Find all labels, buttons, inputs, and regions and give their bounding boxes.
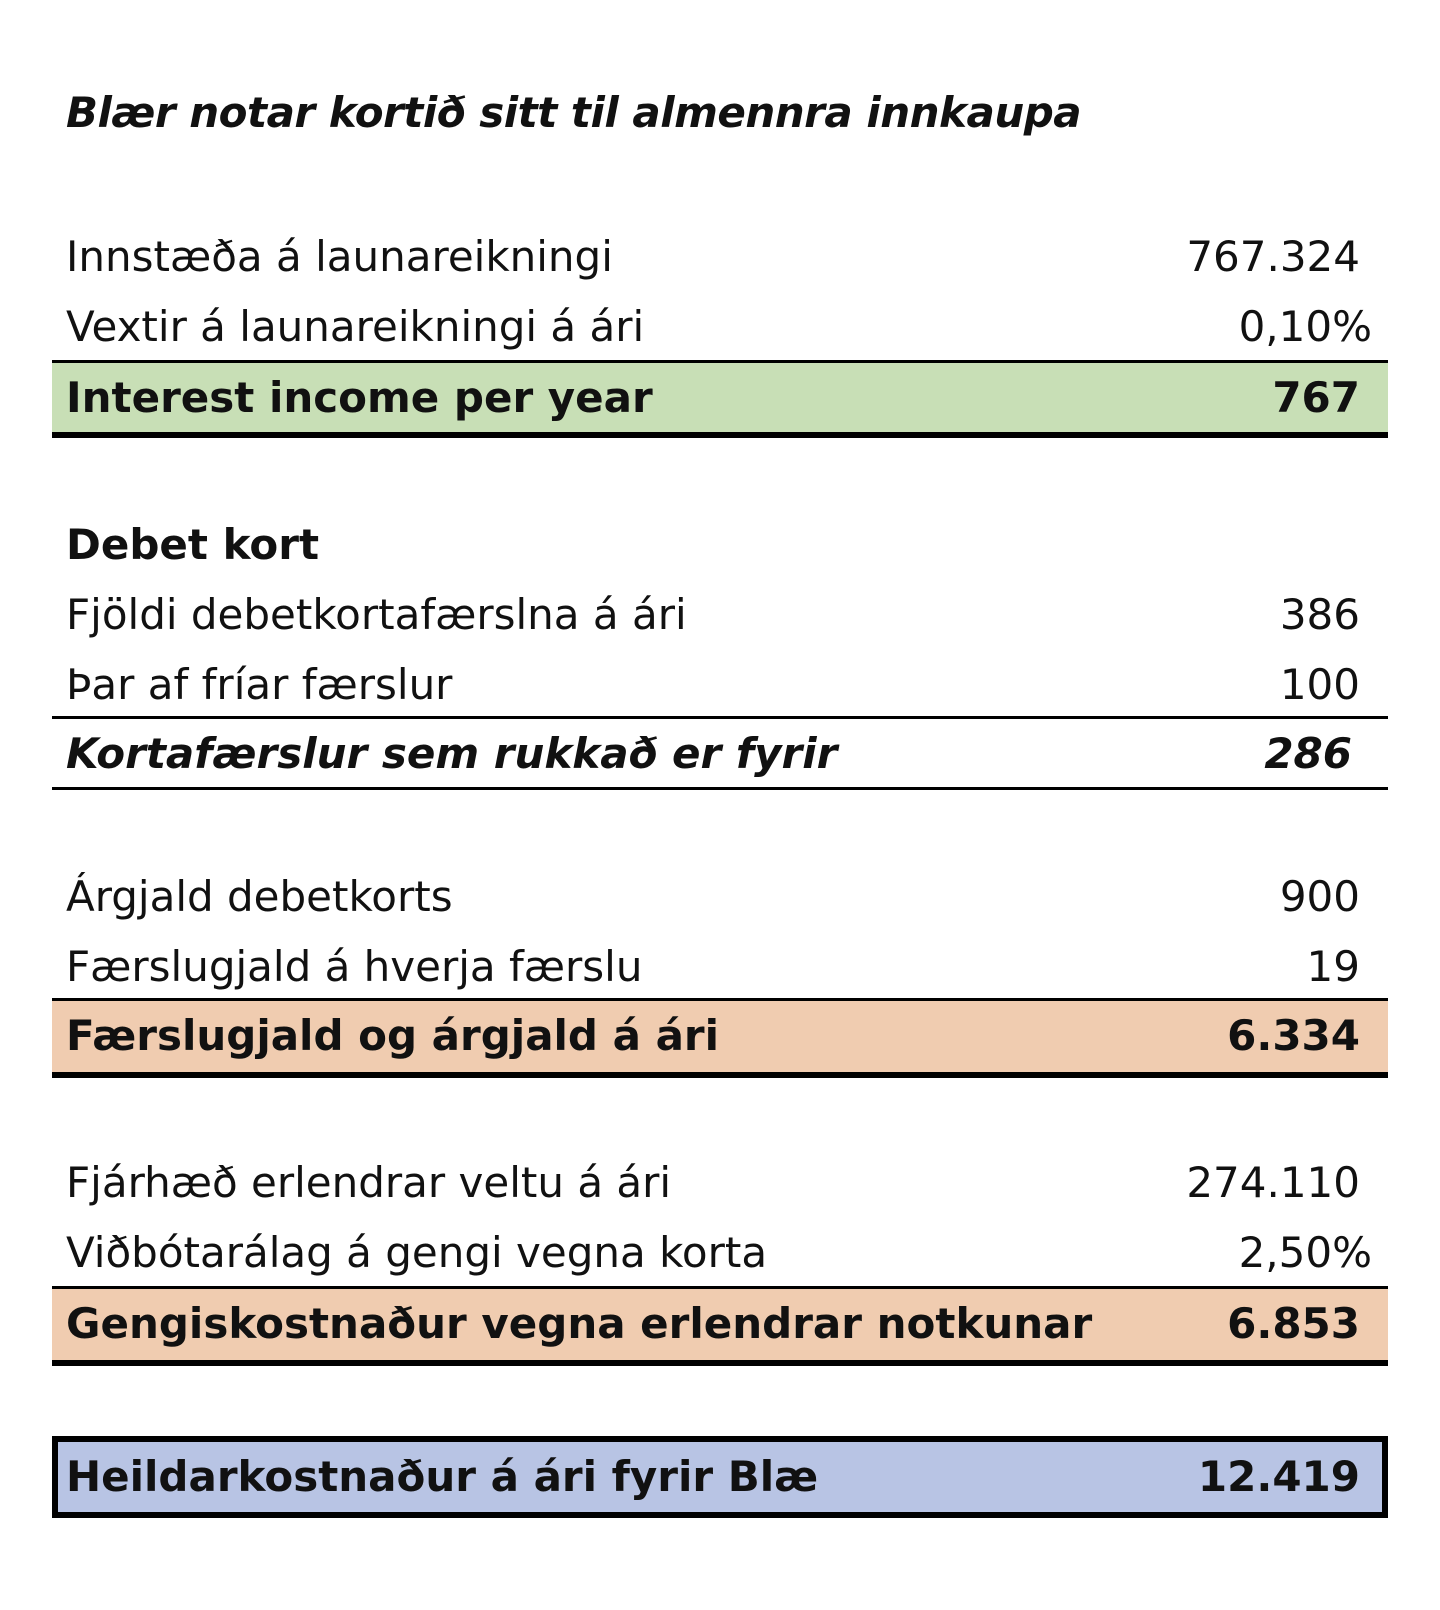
total-fee-value: 6.334	[1227, 1011, 1360, 1060]
row-balance	[52, 222, 1388, 292]
annual-fee-value: 900	[1279, 872, 1360, 921]
row-total-cost	[52, 1436, 1388, 1518]
interest-income-value: 767	[1272, 373, 1360, 422]
annual-fee-label: Árgjald debetkorts	[66, 872, 453, 921]
free-tx-value: 100	[1279, 660, 1360, 709]
free-tx-label: Þar af fríar færslur	[66, 660, 453, 709]
tx-count-label: Fjöldi debetkortafærslna á ári	[66, 590, 687, 639]
row-tx-fee	[52, 932, 1388, 1002]
total-cost-label: Heildarkostnaður á ári fyrir Blæ	[66, 1452, 819, 1501]
row-foreign-turnover	[52, 1148, 1388, 1218]
fx-cost-label: Gengiskostnaður vegna erlendrar notkunar	[66, 1299, 1093, 1348]
fx-markup-value: 2,50%	[1238, 1228, 1372, 1277]
balance-label: Innstæða á launareikningi	[66, 232, 613, 281]
row-interest-income	[52, 360, 1388, 438]
interest-rate-label: Vextir á launareikningi á ári	[66, 302, 645, 351]
tx-fee-label: Færslugjald á hverja færslu	[66, 942, 643, 991]
row-debit-heading	[52, 510, 1388, 580]
charged-tx-value: 286	[1264, 729, 1352, 778]
foreign-turnover-label: Fjárhæð erlendrar veltu á ári	[66, 1158, 672, 1207]
debit-card-heading: Debet kort	[66, 520, 320, 569]
row-fx-markup	[52, 1218, 1388, 1288]
row-free-tx	[52, 650, 1388, 720]
interest-rate-value: 0,10%	[1238, 302, 1372, 351]
row-fx-cost	[52, 1286, 1388, 1366]
balance-value: 767.324	[1186, 232, 1360, 281]
foreign-turnover-value: 274.110	[1186, 1158, 1360, 1207]
fx-cost-value: 6.853	[1227, 1299, 1360, 1348]
sheet-title: Blær notar kortið sitt til almennra innkaupa	[66, 88, 1082, 137]
row-tx-count	[52, 580, 1388, 650]
tx-count-value: 386	[1279, 590, 1360, 639]
fx-markup-label: Viðbótarálag á gengi vegna korta	[66, 1228, 768, 1277]
tx-fee-value: 19	[1306, 942, 1360, 991]
interest-income-label: Interest income per year	[66, 373, 653, 422]
row-annual-fee	[52, 862, 1388, 932]
charged-tx-label: Kortafærslur sem rukkað er fyrir	[66, 729, 838, 778]
row-interest-rate	[52, 292, 1388, 362]
total-cost-value: 12.419	[1197, 1452, 1360, 1501]
spreadsheet-sheet	[52, 0, 1388, 1610]
row-total-fee	[52, 998, 1388, 1078]
total-fee-label: Færslugjald og árgjald á ári	[66, 1011, 720, 1060]
row-charged-tx	[52, 716, 1388, 790]
